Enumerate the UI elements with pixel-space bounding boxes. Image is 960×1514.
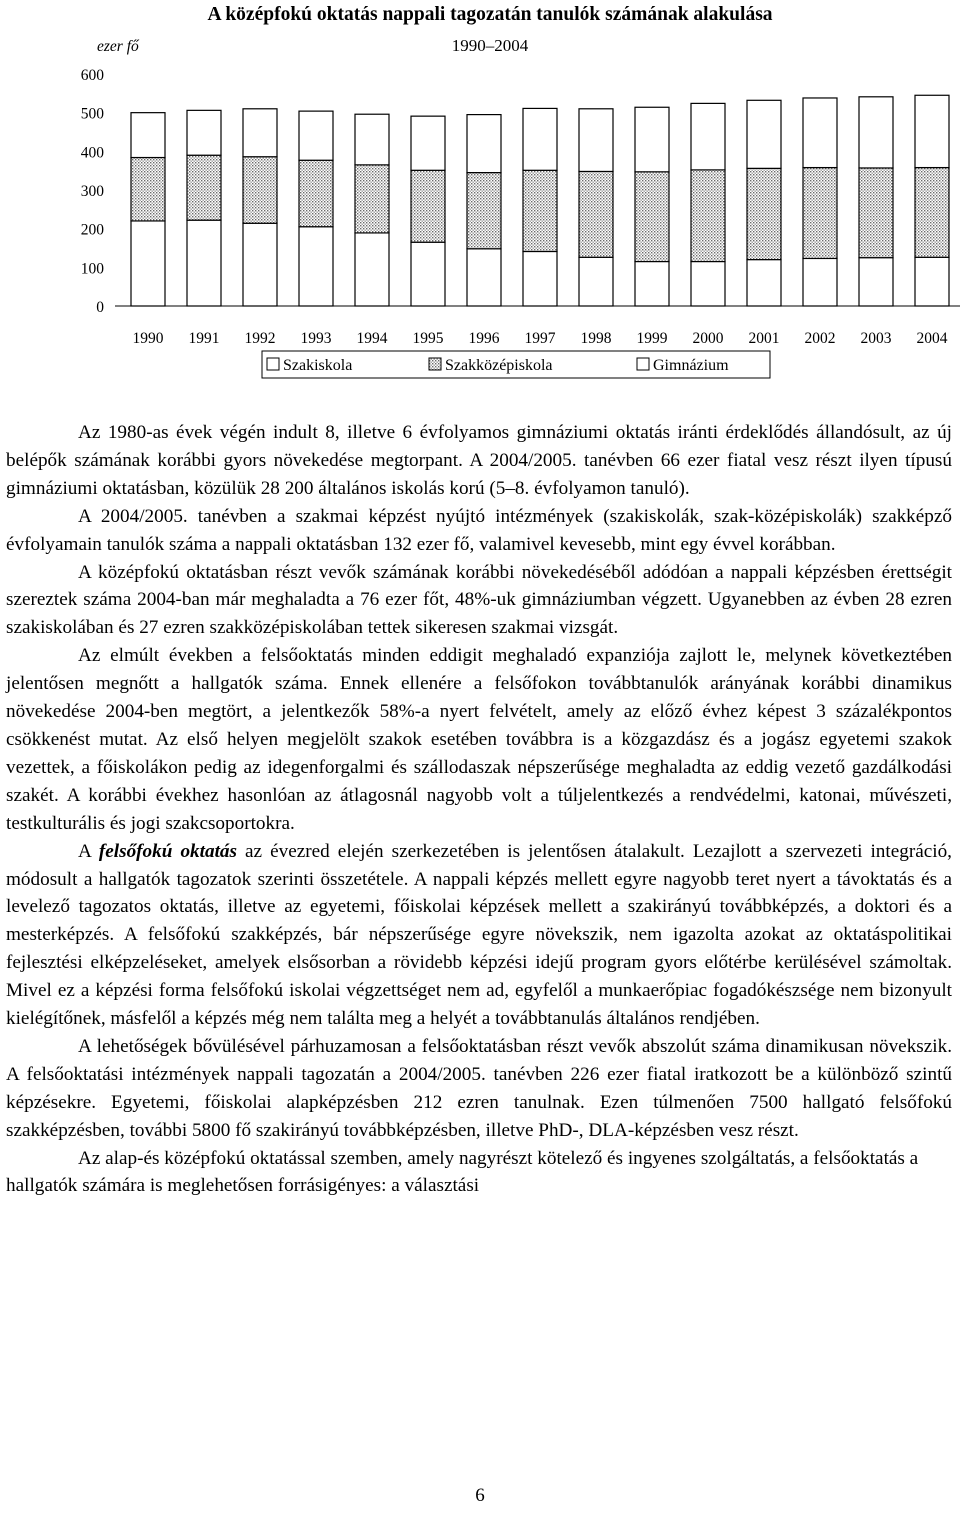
bar-gimnázium-1990 [131, 113, 165, 158]
y-tick-label: 400 [80, 144, 104, 162]
x-tick-label: 1992 [244, 330, 276, 347]
bar-szakközépiskola-2004 [915, 168, 949, 258]
bar-szakközépiskola-2000 [691, 170, 725, 262]
page-number: 6 [475, 1485, 485, 1506]
p5-rest: az évezred elején szerkezetében is jelentősen átalakult. Lezajlott a szervezeti integráció, módosult a hallgatók tagozatok szerinti összetétele. A nappali képzés mellett egyre nagyobb teret nyert a távoktatás és a levelező tagozatos oktatás, illetve az egyetemi, főiskolai képzések mellett a szakirányú továbbképzés, a doktori és a mesterképzés. A felsőfokú szakképzés, bár népszerűsége egyre növekszik, nem igazolta azokat az oktatáspolitikai fejlesztési elképzeléseket, amelyek elsősorban a rövidebb képzési idejű program gyors előtérbe kerülésével számoltak. Mivel ez a képzési forma felsőfokú iskolai végzettséget nem ad, egyfelől a munkaerőpiac fogadókészsége nem bizonyult kielégítőnek, másfelől a képzés még nem találta meg a helyét a továbbtanulás általános rendjében. [6, 840, 952, 1030]
x-tick-label: 2003 [860, 330, 892, 347]
legend-swatch-szakiskola [267, 358, 279, 370]
bar-szakközépiskola-1991 [187, 155, 221, 220]
bar-gimnázium-1991 [187, 110, 221, 155]
emphasized-term: felsőfokú oktatás [98, 840, 237, 862]
bar-szakközépiskola-1996 [467, 173, 501, 249]
bar-szakközépiskola-1994 [355, 165, 389, 233]
bar-szakközépiskola-1997 [523, 170, 557, 251]
x-tick-label: 1990 [132, 330, 164, 347]
bar-gimnázium-1998 [579, 109, 613, 172]
y-axis-unit-label: ezer fő [97, 38, 139, 55]
bar-szakiskola-2003 [859, 258, 893, 306]
student-numbers-chart [0, 0, 960, 400]
chart-title: A középfokú oktatás nappali tagozatán tanulók számának alakulása [207, 4, 773, 25]
y-tick-label: 0 [96, 299, 104, 316]
bar-szakiskola-1990 [131, 221, 165, 306]
x-tick-label: 1996 [468, 330, 500, 347]
y-tick-label: 300 [80, 183, 104, 200]
bar-szakiskola-2002 [803, 258, 837, 306]
x-tick-label: 1999 [636, 330, 668, 347]
bar-szakközépiskola-1990 [131, 158, 165, 221]
y-tick-label: 500 [80, 105, 104, 123]
bar-szakközépiskola-2001 [747, 168, 781, 259]
bar-szakiskola-1994 [355, 233, 389, 306]
bar-szakközépiskola-1998 [579, 171, 613, 257]
bar-gimnázium-2002 [803, 98, 837, 168]
bar-szakiskola-1993 [299, 227, 333, 306]
bar-szakiskola-1991 [187, 220, 221, 306]
bar-gimnázium-1997 [523, 108, 557, 170]
x-tick-label: 1991 [188, 330, 220, 347]
x-tick-label: 1993 [300, 330, 332, 347]
bar-gimnázium-1993 [299, 111, 333, 160]
y-tick-label: 100 [80, 260, 104, 278]
bar-gimnázium-1996 [467, 115, 501, 173]
bar-szakiskola-1999 [635, 262, 669, 306]
paragraph-gymnasium: Az 1980-as évek végén indult 8, illetve 6 évfolyamos gimnáziumi oktatás iránti érdeklődés állandósult, az új belépők számának korábbi gyors növekedése megtorpant. A 2004/2005. tanévben 66 ezer fiatal vesz részt ilyen típusú gimnáziumi oktatásban, közülük 28 200 általános iskolás korú (5–8. évfolyamon tanuló). [6, 422, 952, 499]
bar-gimnázium-1999 [635, 107, 669, 172]
paragraph-enrolment: A lehetőségek bővülésével párhuzamosan a felsőoktatásban részt vevők abszolút száma dinamikusan növekszik. A felsőoktatási intézmények nappali tagozatán a 2004/2005. tanévben 226 ezer fiatal iratkozott be a különböző szintű képzésekre. Egyetemi, főiskolai alapképzésben 212 ezren tanulnak. Ezen túlmenően 7500 hallgató felsőfokú szakképzésben, további 5800 fő szakirányú továbbképzésben, illetve PhD-, DLA-képzésben vesz részt. [6, 1035, 952, 1141]
chart-subtitle: 1990–2004 [451, 36, 529, 55]
bar-szakiskola-2004 [915, 257, 949, 306]
paragraph-costs: Az alap-és középfokú oktatással szemben, amely nagyrészt kötelező és ingyenes szolgáltatás, a felsőoktatás a hallgatók számára is meglehetősen forrásigényes: a választási [6, 1147, 919, 1197]
y-tick-label: 200 [80, 221, 104, 239]
legend-swatch-gimnázium [637, 358, 649, 370]
p5-lead: A [78, 840, 99, 862]
x-tick-label: 2001 [748, 330, 780, 347]
bar-szakközépiskola-1992 [243, 157, 277, 224]
chart-legend [262, 351, 770, 378]
y-tick-label: 600 [80, 67, 104, 84]
bar-szakiskola-1998 [579, 257, 613, 306]
legend-label: Szakiskola [283, 357, 353, 374]
document-body [6, 419, 952, 1200]
paragraph-graduation: A középfokú oktatásban részt vevők számának korábbi növekedéséből adódóan a nappali képzésben érettségit szereztek száma 2004-ban már meghaladta a 76 ezer főt, 48%-uk gimnáziumban végzett. Ugyanebben az évben 28 ezren szakiskolában és 27 ezren szakközépiskolában tettek sikeresen szakmai vizsgát. [6, 561, 952, 639]
x-tick-label: 2000 [692, 330, 724, 347]
x-tick-label: 2002 [804, 330, 836, 347]
bar-szakiskola-2001 [747, 260, 781, 306]
bar-szakiskola-2000 [691, 262, 725, 306]
bar-szakközépiskola-2002 [803, 168, 837, 259]
bar-szakiskola-1997 [523, 251, 557, 306]
x-tick-label: 1997 [524, 330, 556, 347]
bar-gimnázium-1994 [355, 114, 389, 165]
paragraph-vocational: A 2004/2005. tanévben a szakmai képzést nyújtó intézmények (szakiskolák, szak-középiskolák) szakképző évfolyamain tanulók száma a nappali oktatásban 132 ezer fő, valamivel kevesebb, mint egy évvel korábban. [6, 505, 952, 555]
x-tick-label: 1994 [356, 330, 388, 347]
bar-gimnázium-1992 [243, 109, 277, 157]
bar-szakiskola-1992 [243, 223, 277, 306]
bar-gimnázium-2000 [691, 103, 725, 170]
x-tick-label: 1998 [580, 330, 612, 347]
bar-gimnázium-2003 [859, 97, 893, 168]
bar-gimnázium-2001 [747, 100, 781, 168]
x-tick-label: 2004 [916, 330, 948, 347]
bar-szakiskola-1996 [467, 249, 501, 306]
bar-szakközépiskola-1995 [411, 170, 445, 242]
legend-swatch-szakközépiskola [429, 358, 441, 370]
bar-szakközépiskola-2003 [859, 168, 893, 258]
legend-label: Szakközépiskola [445, 357, 553, 374]
paragraph-higher-education-expansion: Az elmúlt években a felsőoktatás minden eddigit meghaladó expanziója zajlott le, melynek következtében jelentősen megnőtt a hallgatók száma. Ennek ellenére a felsőfokon továbbtanulók arányának korábbi dinamikus növekedése 2004-ben megtört, a jelentkezők 58%-a nyert felvételt, amely az előző évhez képest 3 százalékpontos csökkenést mutat. Az első helyen megjelölt szakok esetében továbbra is a közgazdász és a jogász egyetemi szakok vezettek, a főiskolákon pedig az idegenforgalmi és szállodaszak népszerűsége meghaladta az eddig vezető gazdálkodási szakét. A korábbi évekhez hasonlóan az átlagosnál nagyobb volt a túljelentkezés a rendvédelmi, katonai, művészeti, testkulturális és jogi szakcsoportokra. [6, 645, 952, 834]
bar-szakközépiskola-1999 [635, 172, 669, 262]
bar-szakközépiskola-1993 [299, 160, 333, 227]
paragraph-higher-education-structure [6, 838, 952, 1033]
x-tick-label: 1995 [412, 330, 444, 347]
bar-gimnázium-1995 [411, 116, 445, 170]
bar-gimnázium-2004 [915, 95, 949, 167]
bar-szakiskola-1995 [411, 242, 445, 306]
legend-label: Gimnázium [653, 357, 729, 374]
